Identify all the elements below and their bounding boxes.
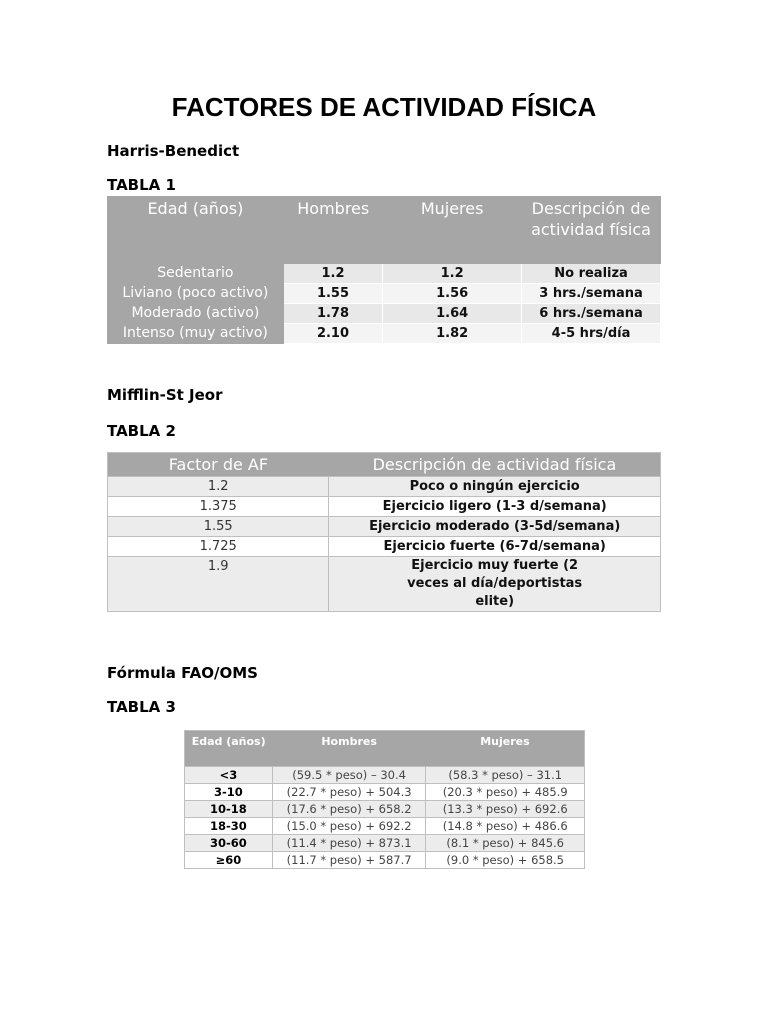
description-cell: Ejercicio fuerte (6-7d/semana) [329,537,661,557]
value-cell: 4-5 hrs/día [522,324,661,344]
formula-cell: (11.7 * peso) + 587.7 [272,852,426,869]
factor-cell: 1.9 [108,557,329,612]
formula-cell: (17.6 * peso) + 658.2 [272,801,426,818]
table-row [185,801,585,818]
table-row [108,477,661,497]
table-row [107,324,661,344]
column-header: Edad (años) [147,199,244,218]
table-row [107,304,661,324]
column-header: Edad (años) [185,731,273,767]
table-row [185,767,585,784]
value-cell: 1.2 [383,264,522,284]
age-cell: 10-18 [185,801,273,818]
formula-cell: (59.5 * peso) – 30.4 [272,767,426,784]
page-title: FACTORES DE ACTIVIDAD FÍSICA [171,92,597,122]
value-cell: 1.64 [383,304,522,324]
column-header: Descripción de actividad física [329,453,661,477]
formula-cell: (8.1 * peso) + 845.6 [426,835,585,852]
column-header: Factor de AF [108,453,329,477]
table-row [108,497,661,517]
age-cell: 30-60 [185,835,273,852]
formula-cell: (9.0 * peso) + 658.5 [426,852,585,869]
column-header: Descripción de actividad física [531,199,651,239]
value-cell: 1.82 [383,324,522,344]
table-mifflin [107,452,661,612]
column-header: Mujeres [420,199,484,218]
section-heading-mifflin: Mifflin-St Jeor [107,386,223,404]
factor-cell: 1.725 [108,537,329,557]
table-header-row [108,453,661,477]
formula-cell: (20.3 * peso) + 485.9 [426,784,585,801]
description-cell: Ejercicio moderado (3-5d/semana) [329,517,661,537]
formula-cell: (14.8 * peso) + 486.6 [426,818,585,835]
formula-cell: (15.0 * peso) + 692.2 [272,818,426,835]
formula-cell: (11.4 * peso) + 873.1 [272,835,426,852]
formula-cell: (13.3 * peso) + 692.6 [426,801,585,818]
table-row [185,784,585,801]
row-label: Liviano (poco activo) [107,284,284,304]
value-cell: 6 hrs./semana [522,304,661,324]
column-header: Hombres [297,199,370,218]
value-cell: 1.2 [284,264,383,284]
value-cell: 1.56 [383,284,522,304]
value-cell: 1.78 [284,304,383,324]
table-row [185,852,585,869]
formula-cell: (58.3 * peso) – 31.1 [426,767,585,784]
column-header: Mujeres [426,731,585,767]
table-header-row [107,196,661,264]
table-fao-oms [184,730,585,869]
value-cell: No realiza [522,264,661,284]
table-row [185,818,585,835]
table-label-1: TABLA 1 [107,176,176,194]
factor-cell: 1.2 [108,477,329,497]
table-row [108,537,661,557]
description-cell: Ejercicio ligero (1-3 d/semana) [329,497,661,517]
row-label: Sedentario [107,264,284,284]
table-row [185,835,585,852]
column-header: Hombres [272,731,426,767]
section-heading-fao-oms: Fórmula FAO/OMS [107,664,258,682]
table-label-2: TABLA 2 [107,422,176,440]
age-cell: ≥60 [185,852,273,869]
table-row [108,557,661,612]
row-label: Intenso (muy activo) [107,324,284,344]
table-label-3: TABLA 3 [107,698,176,716]
age-cell: 18-30 [185,818,273,835]
table-harris-benedict [107,196,661,344]
section-heading-harris-benedict: Harris-Benedict [107,142,240,160]
table-row [108,517,661,537]
age-cell: 3-10 [185,784,273,801]
table-row [107,284,661,304]
table-header-row [185,731,585,767]
formula-cell: (22.7 * peso) + 504.3 [272,784,426,801]
age-cell: <3 [185,767,273,784]
description-cell: Ejercicio muy fuerte (2 veces al día/deportistas elite) [329,557,661,612]
value-cell: 1.55 [284,284,383,304]
value-cell: 2.10 [284,324,383,344]
description-cell: Poco o ningún ejercicio [329,477,661,497]
row-label: Moderado (activo) [107,304,284,324]
factor-cell: 1.55 [108,517,329,537]
value-cell: 3 hrs./semana [522,284,661,304]
factor-cell: 1.375 [108,497,329,517]
table-row [107,264,661,284]
